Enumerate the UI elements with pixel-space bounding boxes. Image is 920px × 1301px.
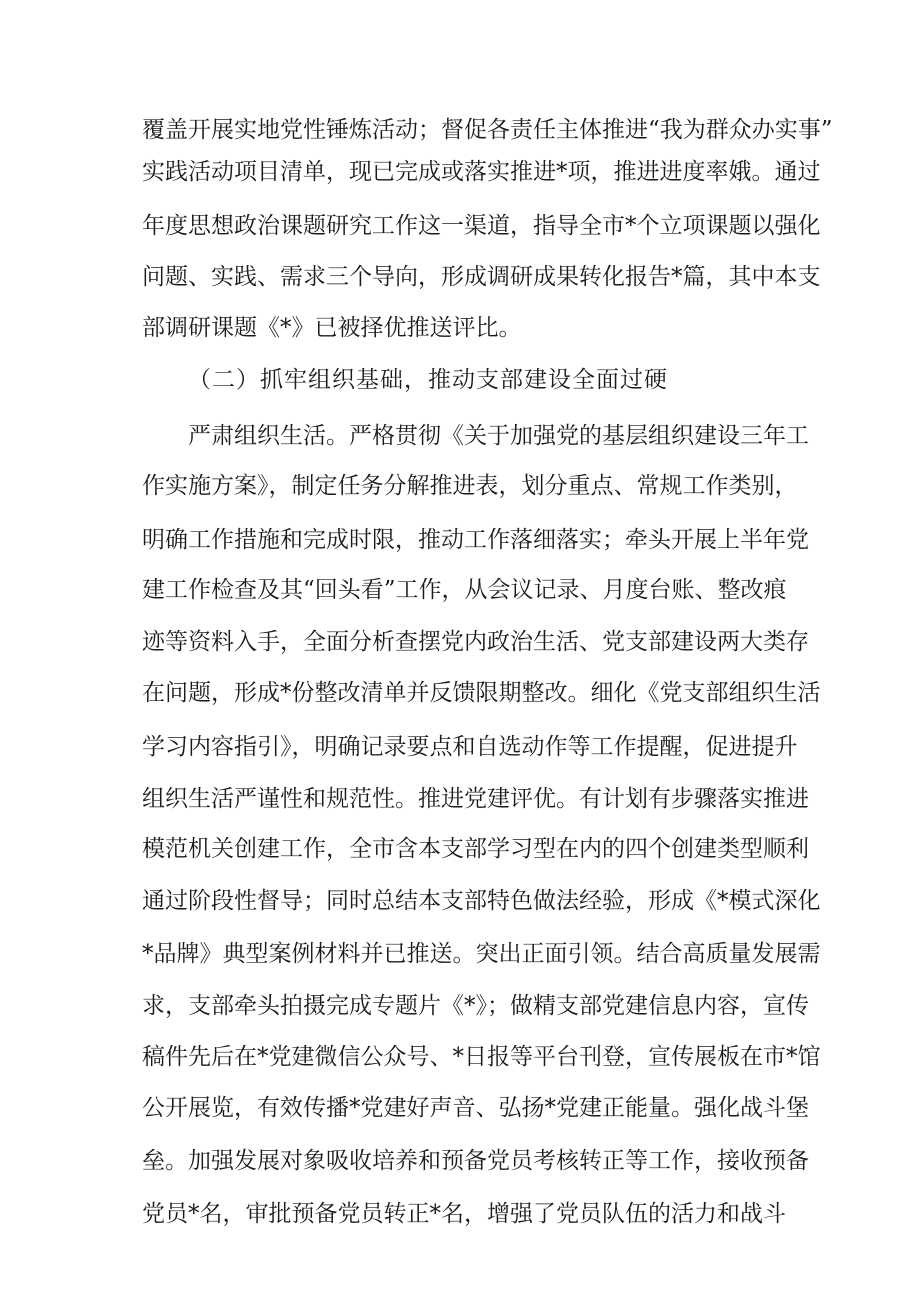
text-line: 学习内容指引》，明确记录要点和自选动作等工作提醒，促进提升 (142, 734, 798, 760)
text-line: 公开展览，有效传播*党建好声音、弘扬*党建正能量。强化战斗堡 (142, 1095, 809, 1121)
text-line: 求，支部牵头拍摄完成专题片《*》；做精支部党建信息内容，宣传 (142, 993, 809, 1019)
text-line: 作实施方案》，制定任务分解推进表，划分重点、常规工作类别， (142, 473, 798, 499)
text-line: 实践活动项目清单，现已完成或落实推进*项，推进进度率娥。通过 (142, 159, 821, 185)
text-line: 党员*名，审批预备党员转正*名，增强了党员队伍的活力和战斗 (142, 1201, 786, 1227)
text-line: 严肃组织生活。严格贯彻《关于加强党的基层组织建设三年工 (188, 423, 809, 449)
text-line: 稿件先后在*党建微信公众号、*日报等平台刊登，宣传展板在市*馆 (142, 1044, 821, 1070)
text-line: 通过阶段性督导；同时总结本支部特色做法经验，形成《*模式深化 (142, 888, 821, 914)
text-line: 覆盖开展实地党性锤炼活动；督促各责任主体推进“我为群众办实事” (142, 117, 833, 143)
text-line: 垒。加强发展对象吸收培养和预备党员考核转正等工作，接收预备 (142, 1148, 809, 1174)
text-line: 建工作检查及其“回头看”工作，从会议记录、月度台账、整改痕 (142, 577, 787, 603)
text-line: *品牌》典型案例材料并已推送。突出正面引领。结合高质量发展需 (142, 941, 821, 967)
section-heading: （二）抓牢组织基础，推动支部建设全面过硬 (188, 367, 668, 393)
text-line: 问题、实践、需求三个导向，形成调研成果转化报告*篇，其中本支 (142, 264, 821, 290)
text-line: 明确工作措施和完成时限，推动工作落细落实；牵头开展上半年党 (142, 527, 809, 553)
text-line: 年度思想政治课题研究工作这一渠道，指导全市*个立项课题以强化 (142, 213, 821, 239)
text-line: 在问题，形成*份整改清单并反馈限期整改。细化《党支部组织生活 (142, 680, 821, 706)
text-line: 部调研课题《*》已被择优推送评比。 (142, 315, 522, 341)
text-line: 迹等资料入手，全面分析查摆党内政治生活、党支部建设两大类存 (142, 629, 809, 655)
text-line: 组织生活严谨性和规范性。推进党建评优。有计划有步骤落实推进 (142, 786, 809, 812)
text-line: 模范机关创建工作，全市含本支部学习型在内的四个创建类型顺利 (142, 836, 809, 862)
